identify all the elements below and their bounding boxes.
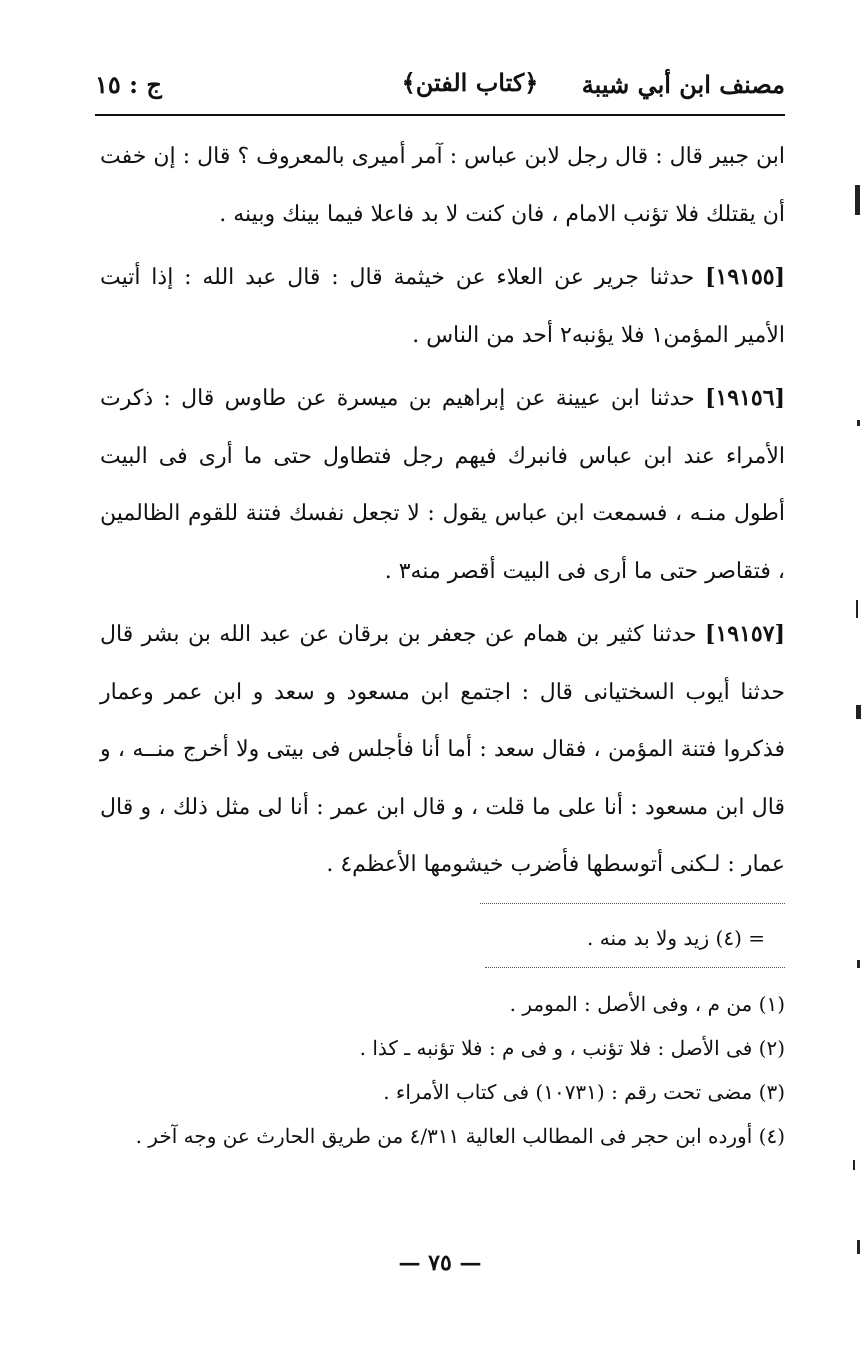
hadith-number: [١٩١٥٥] bbox=[705, 264, 786, 290]
footnote-separator bbox=[480, 903, 785, 904]
hadith-number: [١٩١٥٧] bbox=[705, 621, 785, 647]
footnote: (١) من م ، وفى الأصل : المومر . bbox=[509, 992, 785, 1016]
paragraph-text: ابن جبير قال : قال رجل لابن عباس : آمر أميرى بالمعروف ؟ قال : إن خفت أن يقتلك فلا تؤنب الامام ، فان كنت لا بد فاعلا فيما بينك وبينه . bbox=[100, 144, 785, 227]
paragraph bbox=[100, 606, 785, 894]
page-number: — ٧٥ — bbox=[398, 1250, 482, 1276]
binding-mark bbox=[857, 960, 860, 968]
book-title: مصنف ابن أبي شيبة bbox=[581, 70, 785, 99]
footnote-separator bbox=[485, 967, 785, 968]
paragraph-text: حدثنا كثير بن همام عن جعفر بن برقان عن عبد الله بن بشر قال حدثنا أيوب السختيانى قال : اجتمع ابن مسعود و سعد و ابن عمر وعمار فذكروا فتنة المؤمن ، فقال سعد : أما أنا فأجلس فى بيتى ولا أخرج منــه ، و قال ابن مسعود : أنا على ما قلت ، و قال ابن عمر : أنا لى مثل ذلك ، و قال عمار : لـكنى أتوسطها فأضرب خيشومها الأعظم٤ . bbox=[100, 622, 785, 877]
footnote: (٤) أورده ابن حجر فى المطالب العالية ٤/٣١١ من طريق الحارث عن وجه آخر . bbox=[135, 1124, 785, 1148]
main-text bbox=[100, 128, 785, 894]
hadith-number: [١٩١٥٦] bbox=[705, 385, 785, 411]
paragraph bbox=[100, 249, 785, 364]
header-rule bbox=[95, 114, 785, 116]
chapter-title: ﴿كتاب الفتن﴾ bbox=[401, 68, 539, 97]
binding-mark bbox=[856, 600, 858, 618]
paragraph-text: حدثنا ابن عيينة عن إبراهيم بن ميسرة عن طاوس قال : ذكرت الأمراء عند ابن عباس فانبرك فيهم رجل فتطاول حتى ما أرى فى البيت أطول منـه ، فسمعت ابن عباس يقول : لا تجعل نفسك فتنة للقوم الظالمين ، فتقاصر حتى ما أرى فى البيت أقصر منه٣ . bbox=[100, 386, 785, 584]
binding-mark bbox=[857, 420, 860, 426]
footnote-continuation: = (٤) زيد ولا بد منه . bbox=[587, 926, 765, 950]
footnotes bbox=[100, 982, 785, 1158]
binding-mark bbox=[856, 705, 861, 719]
footnote: (٢) فى الأصل : فلا تؤنب ، و فى م : فلا تؤنبه ـ كذا . bbox=[359, 1036, 785, 1060]
binding-mark bbox=[855, 185, 860, 215]
footnote: (٣) مضى تحت رقم : (١٠٧٣١) فى كتاب الأمراء . bbox=[383, 1080, 785, 1104]
binding-mark bbox=[857, 1240, 860, 1254]
paragraph-text: حدثنا جرير عن العلاء عن خيثمة قال : قال عبد الله : إذا أتيت الأمير المؤمن١ فلا يؤنبه٢ أحد من الناس . bbox=[100, 265, 785, 348]
paragraph bbox=[100, 370, 785, 600]
page-header bbox=[95, 62, 785, 112]
paragraph bbox=[100, 128, 785, 243]
volume-number: ج : ١٥ bbox=[95, 70, 162, 99]
binding-mark bbox=[853, 1160, 855, 1170]
